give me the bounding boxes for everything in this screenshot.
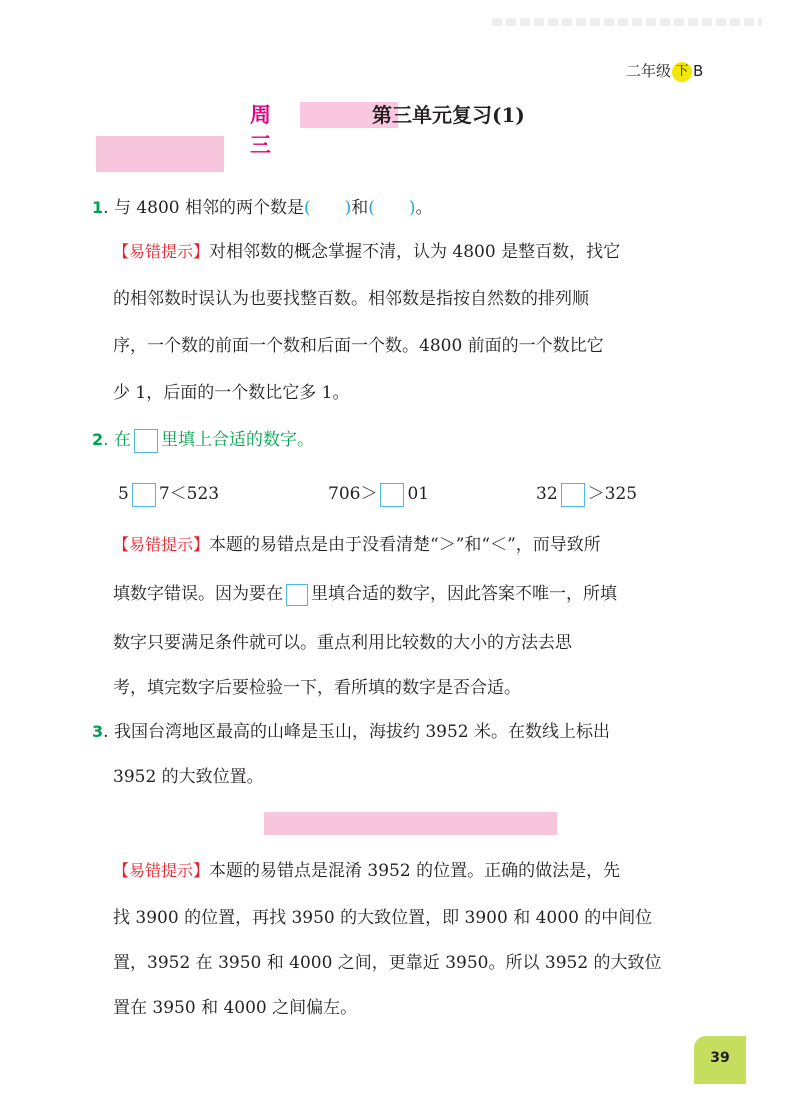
q3-tip-line-1 xyxy=(113,859,620,883)
q1-text-b: 和 xyxy=(351,198,369,218)
number-line-area[interactable] xyxy=(264,812,557,835)
q2-title-b: 里填上合适的数字。 xyxy=(160,430,314,450)
q2-ex2-answer-box[interactable] xyxy=(380,483,404,507)
q1-tip-label: 【易错提示】 xyxy=(113,242,210,261)
q1-answer-blank-2[interactable]: ( ) xyxy=(368,198,416,218)
q1-number: 1 xyxy=(92,198,104,217)
q2-ex2-b: 01 xyxy=(407,484,430,504)
q2-exercise-3 xyxy=(536,482,637,507)
q3-tip-text-1: 本题的易错点是混淆 3952 的位置。正确的做法是，先 xyxy=(209,861,621,881)
q2-title-a: . 在 xyxy=(103,430,131,450)
q2-ex3-answer-box[interactable] xyxy=(561,483,585,507)
q2-ex1-b: 7＜523 xyxy=(158,484,220,504)
q2-tip-line-4: 考，填完数字后要检验一下，看所填的数字是否合适。 xyxy=(113,678,521,698)
q3-tip-label: 【易错提示】 xyxy=(113,861,210,880)
grade-circle-badge: 下 xyxy=(672,62,692,82)
grade-suffix: B xyxy=(693,62,704,80)
q2-number: 2 xyxy=(92,430,104,449)
page-number: 39 xyxy=(694,1036,746,1084)
day-label: 周三 xyxy=(250,103,271,157)
section-highlight-block xyxy=(96,136,224,172)
grade-label xyxy=(626,60,703,82)
q3-question-line-2: 3952 的大致位置。 xyxy=(113,767,264,787)
q2-tip-text-1: 本题的易错点是由于没看清楚“＞”和“＜”，而导致所 xyxy=(209,535,601,555)
q2-ex2-a: 706＞ xyxy=(328,484,378,504)
q1-tip-line-4: 少 1，后面的一个数比它多 1。 xyxy=(113,383,350,403)
q1-tip-line-3: 序，一个数的前面一个数和后面一个数。4800 前面的一个数比它 xyxy=(113,336,604,356)
q2-tip-text-2a: 填数字错误。因为要在 xyxy=(113,584,283,604)
q3-tip-line-4: 置在 3950 和 4000 之间偏左。 xyxy=(113,998,358,1018)
grade-prefix: 二年级 xyxy=(626,62,672,80)
header-decoration xyxy=(492,18,762,26)
q1-question xyxy=(92,196,433,220)
q2-question xyxy=(92,428,314,453)
answer-box-icon xyxy=(286,584,308,606)
q3-text-1: . 我国台湾地区最高的山峰是玉山，海拔约 3952 米。在数线上标出 xyxy=(103,722,611,742)
q1-tip-line-1 xyxy=(113,240,620,264)
q2-ex1-a: 5 xyxy=(118,484,129,504)
q2-tip-line-3: 数字只要满足条件就可以。重点利用比较数的大小的方法去思 xyxy=(113,633,572,653)
q2-ex1-answer-box[interactable] xyxy=(132,483,156,507)
q2-exercise-2 xyxy=(328,482,429,507)
q1-answer-blank-1[interactable]: ( ) xyxy=(304,198,352,218)
q1-text-a: . 与 4800 相邻的两个数是 xyxy=(103,198,305,218)
q2-tip-label: 【易错提示】 xyxy=(113,535,210,554)
q1-tip-line-2: 的相邻数时误认为也要找整百数。相邻数是指按自然数的排列顺 xyxy=(113,289,589,309)
q2-ex3-b: ＞325 xyxy=(587,484,638,504)
q3-tip-line-3: 置，3952 在 3950 和 4000 之间，更靠近 3950。所以 3952 的大致位 xyxy=(113,953,662,973)
unit-title: 第三单元复习(1) xyxy=(372,103,525,127)
q3-number: 3 xyxy=(92,722,104,741)
q1-tip-text-1: 对相邻数的概念掌握不清，认为 4800 是整百数，找它 xyxy=(209,242,621,262)
q2-ex3-a: 32 xyxy=(536,484,558,504)
q2-tip-text-2b: 里填合适的数字，因此答案不唯一，所填 xyxy=(311,584,617,604)
q2-exercise-1 xyxy=(118,482,219,507)
q2-tip-line-1 xyxy=(113,533,601,557)
q3-question-line-1 xyxy=(92,720,610,744)
q2-tip-line-2 xyxy=(113,582,617,606)
q3-tip-line-2: 找 3900 的位置，再找 3950 的大致位置，即 3900 和 4000 的中间位 xyxy=(113,908,653,928)
answer-box-icon xyxy=(134,429,158,453)
q1-text-c: 。 xyxy=(415,198,433,218)
